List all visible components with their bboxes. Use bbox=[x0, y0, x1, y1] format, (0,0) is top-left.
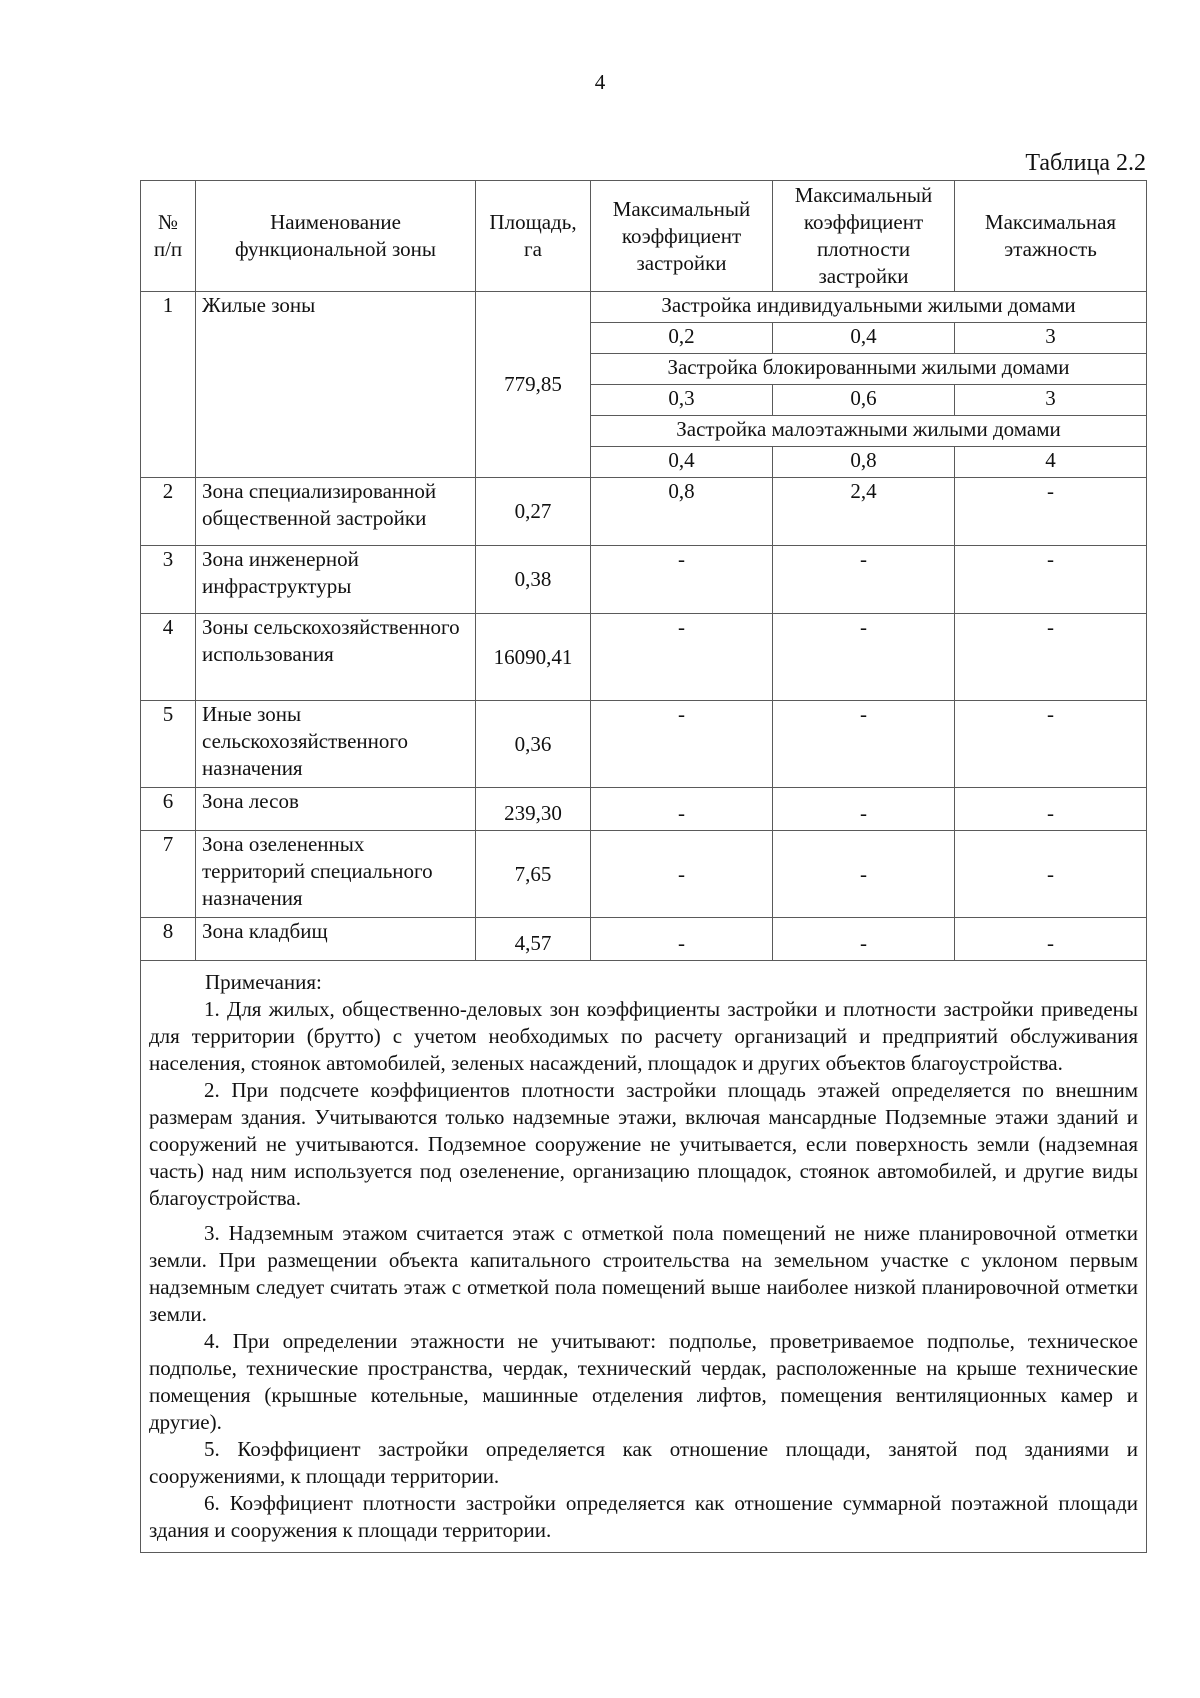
cell-floors: 4 bbox=[955, 447, 1147, 478]
subgroup-label: Застройка малоэтажными жилыми домами bbox=[591, 416, 1147, 447]
table-caption: Таблица 2.2 bbox=[1025, 150, 1146, 176]
table-row bbox=[141, 918, 1147, 961]
cell-coef-build: 0,3 bbox=[591, 385, 773, 416]
row-name: Зона озелененных территорий специального назначения bbox=[196, 831, 476, 918]
row-area: 0,27 bbox=[476, 478, 591, 546]
row-area: 0,38 bbox=[476, 546, 591, 614]
row-num: 2 bbox=[141, 478, 196, 546]
cell-coef-build: - bbox=[591, 788, 773, 831]
note-item: 1. Для жилых, общественно-деловых зон коэффициенты застройки и плотности застройки приведены для территории (брутто) с учетом необходимых по расчету организаций и предприятий обслуживания населения, стоянок автомобилей, зеленых насаждений, площадок и других объектов благоустройства. bbox=[149, 997, 1138, 1075]
row-area: 7,65 bbox=[476, 831, 591, 918]
subgroup-label: Застройка индивидуальными жилыми домами bbox=[591, 292, 1147, 323]
table-row bbox=[141, 831, 1147, 918]
cell-coef-build: 0,8 bbox=[591, 478, 773, 546]
cell-coef-density: - bbox=[773, 918, 955, 961]
cell-floors: - bbox=[955, 831, 1147, 918]
note-item: 4. При определении этажности не учитывают: подполье, проветриваемое подполье, техническое подполье, технические пространства, чердак, технический чердак, расположенные на крыше технические помещения (крышные котельные, машинные отделения лифтов, помещения вентиляционных камер и другие). bbox=[149, 1329, 1138, 1434]
header-floors: Максимальная этажность bbox=[955, 181, 1147, 292]
cell-coef-build: - bbox=[591, 918, 773, 961]
cell-coef-build: 0,4 bbox=[591, 447, 773, 478]
row-num: 4 bbox=[141, 614, 196, 701]
header-area: Площадь, га bbox=[476, 181, 591, 292]
row-name: Зоны сельскохозяйственного использования bbox=[196, 614, 476, 701]
header-num: № п/п bbox=[141, 181, 196, 292]
row-name: Иные зоны сельскохозяйственного назначения bbox=[196, 701, 476, 788]
notes-title: Примечания: bbox=[205, 970, 322, 994]
table-row bbox=[141, 546, 1147, 614]
header-coef-build: Максимальный коэффициент застройки bbox=[591, 181, 773, 292]
table-row bbox=[141, 788, 1147, 831]
cell-floors: - bbox=[955, 788, 1147, 831]
cell-coef-density: 2,4 bbox=[773, 478, 955, 546]
row-name: Зона кладбищ bbox=[196, 918, 476, 961]
note-item: 5. Коэффициент застройки определяется как отношение площади, занятой под зданиями и сооружениями, к площади территории. bbox=[149, 1437, 1138, 1488]
table-row bbox=[141, 614, 1147, 701]
row-num: 5 bbox=[141, 701, 196, 788]
row-name: Зона лесов bbox=[196, 788, 476, 831]
cell-coef-density: - bbox=[773, 614, 955, 701]
table-row bbox=[141, 701, 1147, 788]
row-num: 3 bbox=[141, 546, 196, 614]
header-coef-density: Максимальный коэффициент плотности застройки bbox=[773, 181, 955, 292]
row-num: 1 bbox=[141, 292, 196, 478]
cell-floors: - bbox=[955, 918, 1147, 961]
page-number: 4 bbox=[594, 70, 606, 94]
cell-floors: 3 bbox=[955, 323, 1147, 354]
row-area: 239,30 bbox=[476, 788, 591, 831]
cell-coef-density: 0,4 bbox=[773, 323, 955, 354]
cell-coef-build: - bbox=[591, 614, 773, 701]
cell-coef-build: - bbox=[591, 831, 773, 918]
notes bbox=[141, 961, 1147, 1553]
subgroup-label: Застройка блокированными жилыми домами bbox=[591, 354, 1147, 385]
note-item: 3. Надземным этажом считается этаж с отметкой пола помещений не ниже планировочной отметки земли. При размещении объекта капитального строительства на земельном участке с уклоном первым надземным следует считать этаж с отметкой пола помещений выше наиболее низкой планировочной отметки земли. bbox=[149, 1221, 1138, 1326]
row-name: Жилые зоны bbox=[196, 292, 476, 478]
cell-coef-density: - bbox=[773, 831, 955, 918]
row-name: Зона инженерной инфраструктуры bbox=[196, 546, 476, 614]
row-area: 4,57 bbox=[476, 918, 591, 961]
row-area: 779,85 bbox=[476, 292, 591, 478]
note-item: 2. При подсчете коэффициентов плотности застройки площадь этажей определяется по внешним размерам здания. Учитываются только надземные этажи, включая мансардные Подземные этажи зданий и сооружений не учитываются. Подземное сооружение не учитывается, если поверхность земли (надземная часть) над ним используется под озеленение, организацию площадок, стоянок автомобилей, и другие виды благоустройства. bbox=[149, 1078, 1138, 1210]
table-row bbox=[141, 478, 1147, 546]
zones-table bbox=[140, 180, 1147, 1553]
cell-floors: - bbox=[955, 478, 1147, 546]
row-num: 7 bbox=[141, 831, 196, 918]
row-name: Зона специализированной общественной застройки bbox=[196, 478, 476, 546]
note-item: 6. Коэффициент плотности застройки определяется как отношение суммарной поэтажной площади здания и сооружения к площади территории. bbox=[149, 1491, 1138, 1542]
notes-row bbox=[141, 961, 1147, 1553]
cell-coef-build: - bbox=[591, 546, 773, 614]
row-area: 16090,41 bbox=[476, 614, 591, 701]
cell-floors: - bbox=[955, 614, 1147, 701]
row-num: 6 bbox=[141, 788, 196, 831]
cell-coef-density: 0,8 bbox=[773, 447, 955, 478]
table-row bbox=[141, 292, 1147, 323]
cell-floors: 3 bbox=[955, 385, 1147, 416]
cell-floors: - bbox=[955, 546, 1147, 614]
table-header-row bbox=[141, 181, 1147, 292]
row-area: 0,36 bbox=[476, 701, 591, 788]
cell-coef-density: - bbox=[773, 701, 955, 788]
cell-coef-density: - bbox=[773, 788, 955, 831]
header-name: Наименование функциональной зоны bbox=[196, 181, 476, 292]
cell-coef-build: 0,2 bbox=[591, 323, 773, 354]
cell-coef-density: - bbox=[773, 546, 955, 614]
cell-coef-density: 0,6 bbox=[773, 385, 955, 416]
row-num: 8 bbox=[141, 918, 196, 961]
cell-coef-build: - bbox=[591, 701, 773, 788]
cell-floors: - bbox=[955, 701, 1147, 788]
